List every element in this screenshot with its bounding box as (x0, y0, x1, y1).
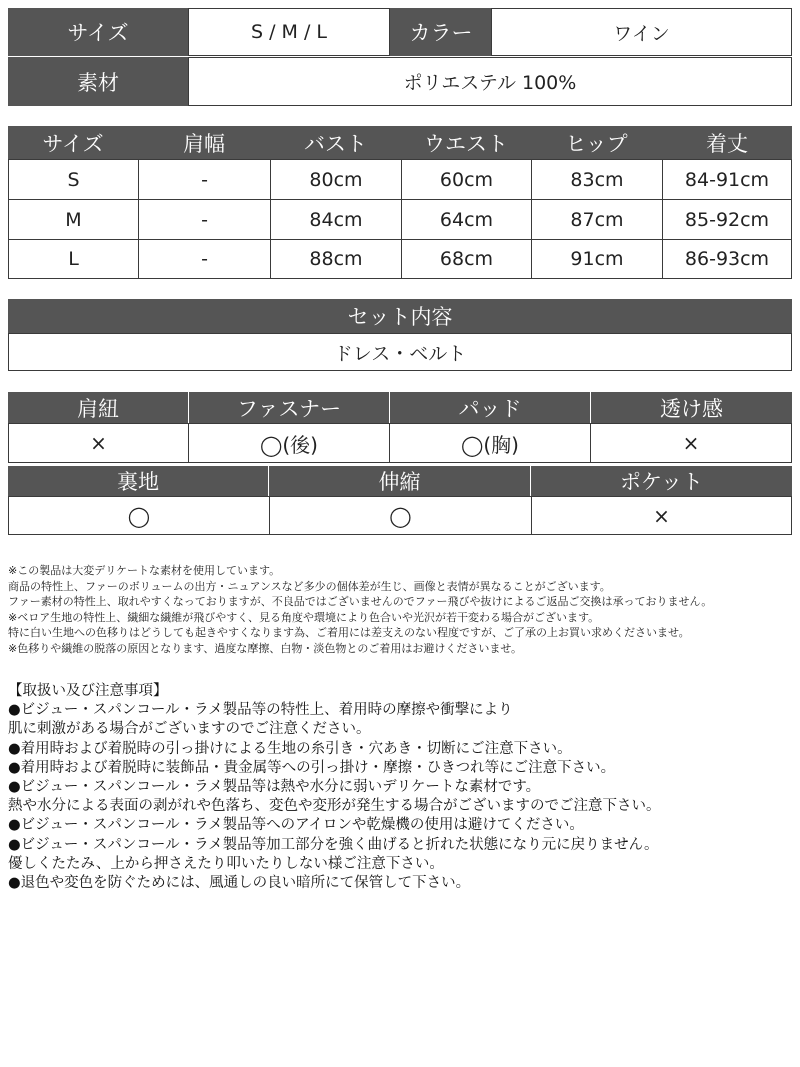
care-line: ●ビジュー・スパンコール・ラメ製品等は熱や水分に弱いデリケートな素材です。 (8, 779, 541, 796)
waist-cell: 64cm (401, 199, 532, 240)
hip-cell: 87cm (531, 199, 663, 240)
color-value: ワイン (491, 8, 792, 56)
size-header-size: サイズ (8, 126, 138, 159)
size-header-shoulder: 肩幅 (138, 126, 270, 159)
note-line: ファー素材の特性上、取れやすくなっておりますが、不良品ではございませんのでファー飛びや抜けによるご返品ご交換は承っておりません。 (8, 595, 713, 608)
care-line: 優しくたたみ、上から押さえたり叩いたりしない様ご注意下さい。 (8, 855, 444, 872)
feature-header-pad: パッド (390, 392, 590, 423)
set-value: ドレス・ベルト (8, 333, 792, 371)
feature-header-fastener: ファスナー (189, 392, 389, 423)
size-header-waist: ウエスト (401, 126, 531, 159)
color-label: カラー (390, 8, 492, 56)
note-line: 商品の特性上、ファーのボリュームの出方・ニュアンスなど多少の個体差が生じ、画像と表情が異なることがございます。 (8, 579, 611, 593)
bust-cell: 80cm (270, 159, 402, 200)
feature-value-fastener: ◯(後) (188, 423, 390, 463)
feature-value-pad: ◯(胸) (389, 423, 591, 463)
care-line: 肌に刺激がある場合がございますのでご注意ください。 (8, 721, 371, 738)
feature-header-lining: 裏地 (8, 466, 268, 496)
material-label: 素材 (8, 57, 188, 106)
set-label: セット内容 (8, 299, 792, 333)
care-line: 熱や水分による表面の剥がれや色落ち、変色や変形が発生する場合がございますのでご注意下さい。 (8, 798, 661, 815)
care-line: ●着用時および着脱時に装飾品・貴金属等への引っ掛け・摩擦・ひきつれ等にご注意下さい。 (8, 759, 616, 776)
waist-cell: 68cm (401, 239, 532, 279)
note-line: ※色移りや繊維の脱落の原因となります、過度な摩擦、白物・淡色物とのご着用はお避けくださいませ。 (8, 641, 523, 655)
care-line: ●ビジュー・スパンコール・ラメ製品等の特性上、着用時の摩擦や衝撃により (8, 702, 513, 719)
length-cell: 85-92cm (662, 199, 792, 240)
product-notes (8, 563, 712, 656)
size-cell: S (8, 159, 139, 200)
bust-cell: 84cm (270, 199, 402, 240)
size-label: サイズ (8, 8, 188, 56)
feature-value-lining: ◯ (8, 496, 270, 535)
size-header-bust: バスト (270, 126, 401, 159)
feature-value-pocket: × (531, 496, 792, 535)
waist-cell: 60cm (401, 159, 532, 200)
care-line: ●ビジュー・スパンコール・ラメ製品等加工部分を強く曲げると折れた状態になり元に戻りません。 (8, 836, 659, 853)
material-value: ポリエステル 100% (188, 57, 792, 106)
care-line: ●ビジュー・スパンコール・ラメ製品等へのアイロンや乾燥機の使用は避けてください。 (8, 817, 584, 834)
feature-header-sheer: 透け感 (591, 392, 792, 423)
hip-cell: 91cm (531, 239, 663, 279)
feature-value-sheer: × (590, 423, 792, 463)
care-instructions (8, 682, 661, 893)
shoulder-cell: - (138, 239, 271, 279)
bust-cell: 88cm (270, 239, 402, 279)
shoulder-cell: - (138, 159, 271, 200)
feature-value-stretch: ◯ (269, 496, 532, 535)
size-value: S / M / L (188, 8, 390, 56)
care-title: 【取扱い及び注意事項】 (8, 683, 168, 699)
feature-value-strap: × (8, 423, 189, 463)
size-header-length: 着丈 (662, 126, 792, 159)
care-line: ●退色や変色を防ぐためには、風通しの良い暗所にて保管して下さい。 (8, 875, 471, 892)
feature-header-pocket: ポケット (531, 466, 792, 496)
feature-header-strap: 肩紐 (8, 392, 188, 423)
length-cell: 86-93cm (662, 239, 792, 279)
size-header-hip: ヒップ (531, 126, 662, 159)
note-line: ※ベロア生地の特性上、繊細な繊維が飛びやすく、見る角度や環境により色合いや光沢が若干変わる場合がございます。 (8, 610, 600, 624)
feature-header-stretch: 伸縮 (269, 466, 530, 496)
length-cell: 84-91cm (662, 159, 792, 200)
care-line: ●着用時および着脱時の引っ掛けによる生地の糸引き・穴あき・切断にご注意下さい。 (8, 740, 572, 757)
size-cell: L (8, 239, 139, 279)
note-line: ※この製品は大変デリケートな素材を使用しています。 (8, 564, 281, 577)
size-cell: M (8, 199, 139, 240)
shoulder-cell: - (138, 199, 271, 240)
note-line: 特に白い生地への色移りはどうしても起きやすくなります為、ご着用には差支えのない程度ですが、ご了承の上お買い求めくださいませ。 (8, 626, 690, 639)
hip-cell: 83cm (531, 159, 663, 200)
